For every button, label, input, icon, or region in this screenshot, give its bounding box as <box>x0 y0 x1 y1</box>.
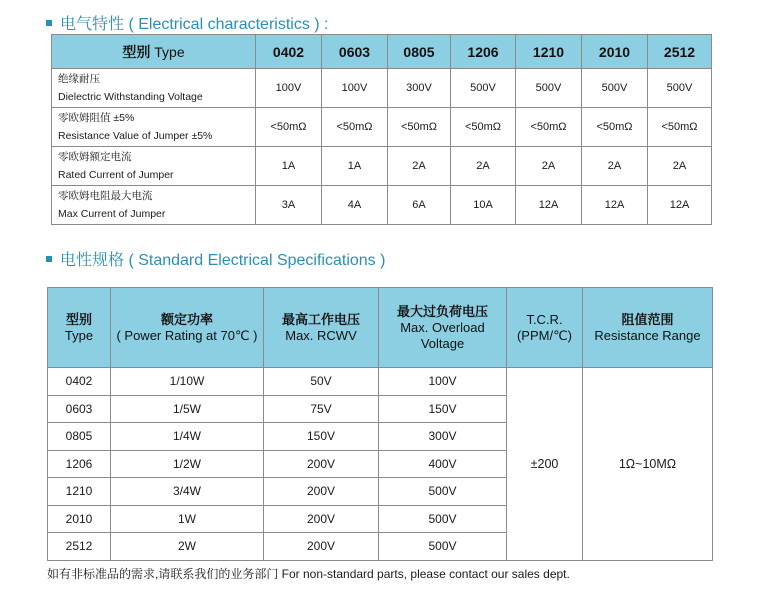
type-header-en: Type <box>154 43 185 60</box>
row-label-zh: 绝缘耐压 <box>58 73 100 85</box>
table-cell: <50mΩ <box>648 108 712 147</box>
table-cell: 12A <box>516 186 582 225</box>
row-label <box>52 186 256 225</box>
rcwv-cell: 150V <box>264 423 379 451</box>
overload-cell: 500V <box>379 533 507 561</box>
footnote: 如有非标准品的需求,请联系我们的业务部门 For non-standard parts, please contact our sales dept. <box>47 567 570 581</box>
tcr-header <box>507 288 583 368</box>
column-header: 2010 <box>582 35 648 69</box>
table-cell: 2A <box>648 147 712 186</box>
table-cell: 100V <box>256 69 322 108</box>
power-rating-header <box>111 288 264 368</box>
rcwv-cell: 75V <box>264 395 379 423</box>
table-cell: <50mΩ <box>451 108 516 147</box>
row-label-zh: 零欧姆阻值 ±5% <box>58 112 135 124</box>
table-cell: 2A <box>388 147 451 186</box>
header-en: Max. RCWV <box>285 327 357 343</box>
table-cell: <50mΩ <box>516 108 582 147</box>
table-row <box>52 147 712 186</box>
power-cell: 1/2W <box>111 450 264 478</box>
power-cell: 3/4W <box>111 478 264 506</box>
table-cell: 500V <box>516 69 582 108</box>
column-header: 1210 <box>516 35 582 69</box>
power-cell: 1/5W <box>111 395 264 423</box>
overload-cell: 100V <box>379 368 507 396</box>
square-bullet-icon <box>46 256 52 262</box>
table-cell: 2A <box>451 147 516 186</box>
rcwv-cell: 50V <box>264 368 379 396</box>
power-cell: 1W <box>111 505 264 533</box>
table-cell: 500V <box>451 69 516 108</box>
header-en: ( Power Rating at 70℃ ) <box>116 327 258 343</box>
header-zh: 最大过负荷电压 <box>396 303 488 319</box>
overload-cell: 400V <box>379 450 507 478</box>
table-cell: 12A <box>582 186 648 225</box>
rcwv-cell: 200V <box>264 450 379 478</box>
standard-specifications-title-text: 电性规格 ( Standard Electrical Specifications ) <box>60 252 386 269</box>
square-bullet-icon <box>46 20 52 26</box>
table-cell: 500V <box>648 69 712 108</box>
resistance-range-cell: 1Ω~10MΩ <box>583 368 713 561</box>
overload-cell: 300V <box>379 423 507 451</box>
type-header-zh: 型别 <box>122 43 151 60</box>
resistance-range-header <box>583 288 713 368</box>
electrical-characteristics-title <box>46 11 329 34</box>
table-row <box>52 186 712 225</box>
column-header: 0402 <box>256 35 322 69</box>
row-label <box>52 69 256 108</box>
row-label <box>52 108 256 147</box>
overload-cell: 500V <box>379 478 507 506</box>
rcwv-cell: 200V <box>264 478 379 506</box>
header-zh: 型别 <box>65 311 92 327</box>
table-cell: <50mΩ <box>256 108 322 147</box>
header-en: (PPM/℃) <box>516 327 573 343</box>
header-en: Resistance Range <box>594 327 701 343</box>
table-cell: 3A <box>256 186 322 225</box>
row-label-en: Dielectric Withstanding Voltage <box>58 91 203 103</box>
table-cell: 10A <box>451 186 516 225</box>
table-row <box>52 108 712 147</box>
type-header <box>52 35 256 69</box>
power-cell: 1/10W <box>111 368 264 396</box>
power-cell: 2W <box>111 533 264 561</box>
type-cell: 1210 <box>48 478 111 506</box>
row-label-en: Resistance Value of Jumper ±5% <box>58 130 213 142</box>
max-rcwv-header <box>264 288 379 368</box>
row-label-en: Rated Current of Jumper <box>58 169 174 181</box>
table-cell: <50mΩ <box>582 108 648 147</box>
table-header-row <box>48 288 713 368</box>
table-cell: 2A <box>516 147 582 186</box>
standard-specifications-title <box>46 247 385 270</box>
row-label-zh: 零欧姆额定电流 <box>58 151 132 163</box>
row-label-zh: 零欧姆电阻最大电流 <box>58 190 153 202</box>
table-row <box>48 368 713 396</box>
header-zh: T.C.R. <box>526 311 563 327</box>
column-header: 0603 <box>322 35 388 69</box>
table-cell: 12A <box>648 186 712 225</box>
table-row <box>52 69 712 108</box>
rcwv-cell: 200V <box>264 533 379 561</box>
type-cell: 0603 <box>48 395 111 423</box>
header-en: Type <box>64 327 94 343</box>
overload-cell: 150V <box>379 395 507 423</box>
type-cell: 0402 <box>48 368 111 396</box>
power-cell: 1/4W <box>111 423 264 451</box>
row-label <box>52 147 256 186</box>
column-header: 1206 <box>451 35 516 69</box>
electrical-characteristics-table <box>51 34 712 225</box>
type-cell: 0805 <box>48 423 111 451</box>
electrical-characteristics-title-text: 电气特性 ( Electrical characteristics ) : <box>60 16 329 33</box>
table-cell: <50mΩ <box>322 108 388 147</box>
overload-cell: 500V <box>379 505 507 533</box>
table-cell: 500V <box>582 69 648 108</box>
header-zh: 额定功率 <box>160 311 213 327</box>
table-cell: 100V <box>322 69 388 108</box>
type-header <box>48 288 111 368</box>
table-cell: <50mΩ <box>388 108 451 147</box>
header-en: Max. Overload Voltage <box>400 319 485 351</box>
header-zh: 最高工作电压 <box>281 311 360 327</box>
column-header: 0805 <box>388 35 451 69</box>
row-label-en: Max Current of Jumper <box>58 208 166 220</box>
standard-specifications-table <box>47 287 713 561</box>
column-header: 2512 <box>648 35 712 69</box>
max-overload-header <box>379 288 507 368</box>
table-cell: 2A <box>582 147 648 186</box>
type-cell: 2010 <box>48 505 111 533</box>
table-cell: 1A <box>322 147 388 186</box>
type-cell: 1206 <box>48 450 111 478</box>
header-zh: 阻值范围 <box>621 311 674 327</box>
table-cell: 300V <box>388 69 451 108</box>
table-cell: 6A <box>388 186 451 225</box>
type-cell: 2512 <box>48 533 111 561</box>
rcwv-cell: 200V <box>264 505 379 533</box>
tcr-cell: ±200 <box>507 368 583 561</box>
table-cell: 4A <box>322 186 388 225</box>
table-cell: 1A <box>256 147 322 186</box>
table-header-row <box>52 35 712 69</box>
